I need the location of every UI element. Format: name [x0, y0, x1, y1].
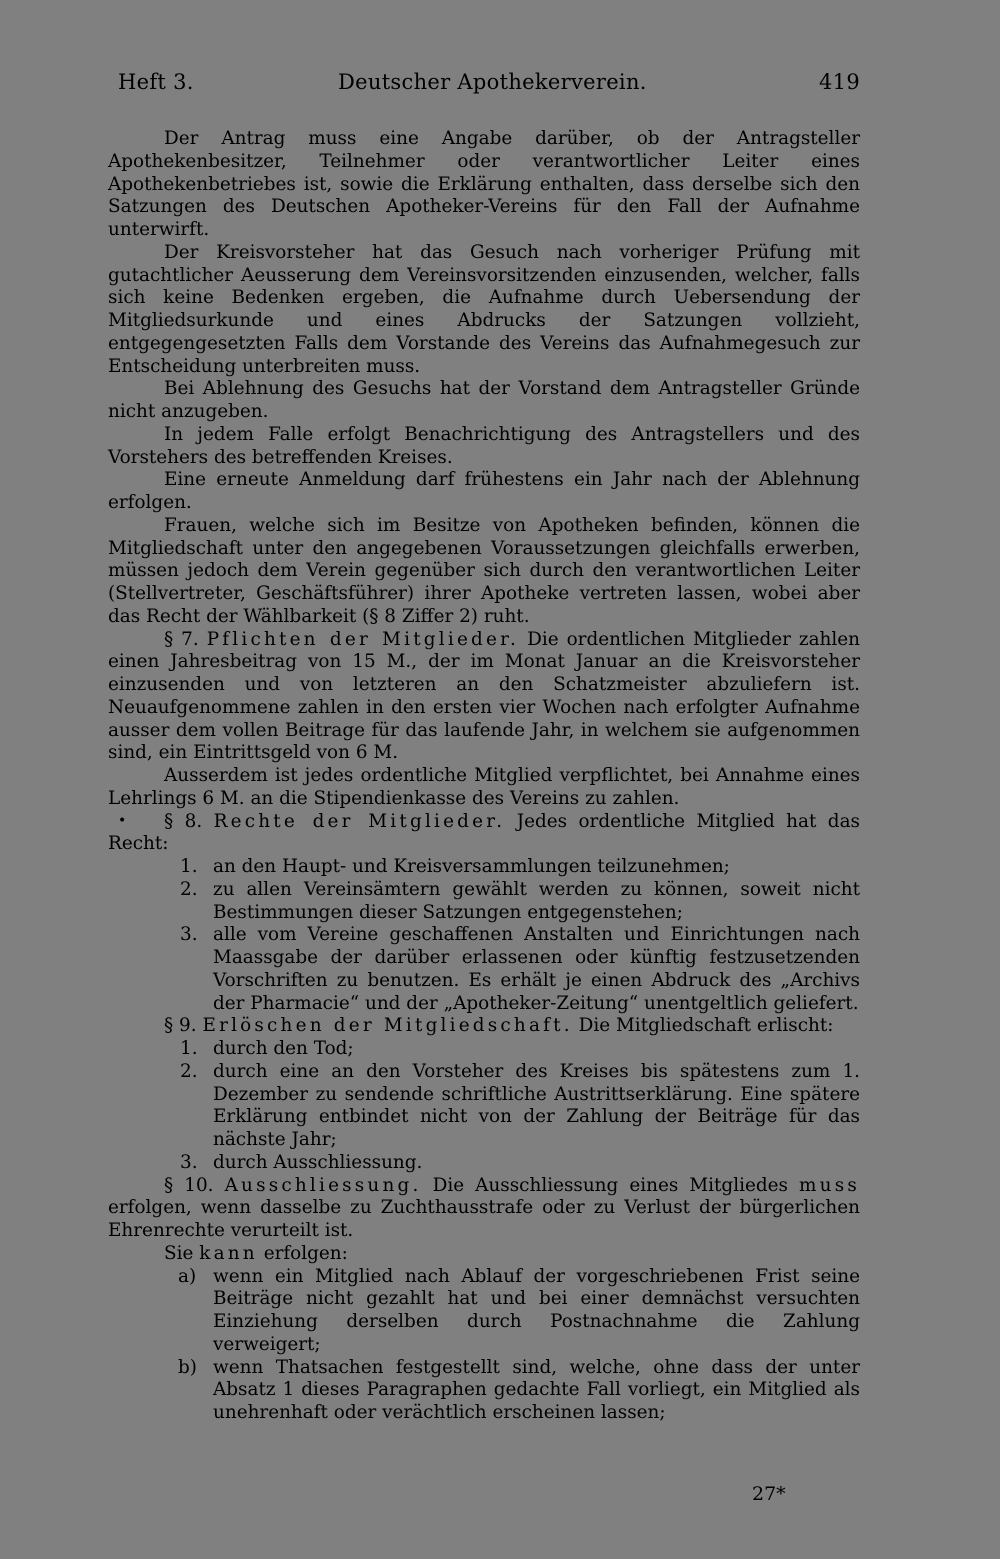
- section-10: [108, 1175, 860, 1243]
- item-number: 1.: [180, 856, 198, 877]
- paragraph: Der Kreisvorsteher hat das Gesuch nach vorheriger Prüfung mit gutachtlicher Aeusserung dem Vereinsvorsitzenden einzusenden, welcher, falls sich keine Bedenken ergeben, die Aufnahme durch Uebersendung der Mitgliedsurkunde und eines Abdrucks der Satzungen vollzieht, entgegengesetzten Falls dem Vorstande des Vereins das Aufnahmegesuch zur Entscheidung unterbreiten muss.: [108, 241, 860, 377]
- paragraph: Frauen, welche sich im Besitze von Apotheken befinden, können die Mitgliedschaft unter den angegebenen Voraussetzungen gleichfalls erwerben, müssen jedoch dem Verein gegenüber sich durch den verantwortlichen Leiter (Stellvertreter, Geschäftsführer) ihrer Apotheke vertreten lassen, wobei aber das Recht der Wählbarkeit (§ 8 Ziffer 2) ruht.: [108, 514, 860, 627]
- page-number: 419: [819, 70, 860, 94]
- section-text: Die Mitgliedschaft erlischt:: [578, 1015, 834, 1037]
- running-title: Deutscher Apothekerverein.: [338, 70, 647, 94]
- item-text: wenn ein Mitglied nach Ablauf der vorgeschriebenen Frist seine Beiträge nicht gezahlt hat und bei einer demnächst versuchten Einziehung derselben durch Postnachnahme die Zahlung verweigert;: [213, 1265, 860, 1355]
- document-body: [108, 128, 860, 1425]
- section-title: Pflichten der Mitglieder.: [206, 628, 520, 650]
- exclusion-list: [108, 1266, 860, 1425]
- list-item: [108, 1152, 860, 1175]
- item-letter: a): [178, 1265, 197, 1287]
- item-text: alle vom Vereine geschaffenen Anstalten und Einrichtungen nach Maassgabe der darüber erlassenen oder künftig festzusetzenden Vorschriften zu benutzen. Es erhält je einen Abdruck des „Archivs der Pharmacie“ und der „Apotheker-Zeitung“ unentgeltlich geliefert.: [213, 924, 860, 1014]
- paragraph: Ausserdem ist jedes ordentliche Mitglied verpflichtet, bei Annahme eines Lehrlings 6 M. an die Stipendienkasse des Vereins zu zahlen.: [108, 765, 860, 809]
- item-number: 1.: [180, 1038, 198, 1059]
- list-item: [108, 1061, 860, 1152]
- section-number: § 9.: [164, 1015, 197, 1037]
- section-9: [108, 1015, 860, 1038]
- paragraph: Der Antrag muss eine Angabe darüber, ob der Antragsteller Apothekenbesitzer, Teilnehmer oder verantwortlicher Leiter eines Apothekenbetriebes ist, sowie die Erklärung enthalten, dass derselbe sich den Satzungen des Deutschen Apotheker-Vereins für den Fall der Aufnahme unterwirft.: [108, 128, 860, 240]
- running-header: [118, 70, 860, 104]
- section-number: § 8.: [164, 810, 203, 832]
- item-text: zu allen Vereinsämtern gewählt werden zu können, soweit nicht Bestimmungen dieser Satzungen entgegenstehen;: [213, 878, 860, 923]
- paragraph: Eine erneute Anmeldung darf frühestens ein Jahr nach der Ablehnung erfolgen.: [108, 469, 860, 513]
- paragraph-text: erfolgen:: [263, 1242, 348, 1264]
- paragraph: [108, 1243, 860, 1266]
- item-letter: b): [178, 1356, 197, 1378]
- section-title: Rechte der Mitglieder.: [213, 810, 506, 832]
- section-8: [108, 811, 860, 857]
- item-number: 3.: [180, 924, 198, 946]
- issue-label: Heft 3.: [118, 70, 194, 94]
- item-number: 3.: [180, 1151, 198, 1173]
- list-item: [108, 924, 860, 1015]
- list-item: [108, 1266, 860, 1357]
- item-text: wenn Thatsachen festgestellt sind, welche, ohne dass der unter Absatz 1 dieses Paragraphen gedachte Fall vorliegt, ein Mitglied als unehrenhaft oder verächtlich erscheinen lassen;: [213, 1356, 860, 1423]
- signature-mark: 27*: [752, 1483, 786, 1505]
- section-text: Die Ausschliessung eines Mitgliedes: [432, 1174, 788, 1196]
- item-number: 2.: [180, 1060, 198, 1082]
- section-text: erfolgen, wenn dasselbe zu Zuchthausstrafe oder zu Verlust der bürgerlichen Ehrenrechte verurteilt ist.: [108, 1197, 860, 1241]
- paragraph: Bei Ablehnung des Gesuchs hat der Vorstand dem Antragsteller Gründe nicht anzugeben.: [108, 378, 860, 422]
- section-title: Erlöschen der Mitgliedschaft.: [202, 1015, 573, 1037]
- margin-mark: •: [118, 813, 127, 829]
- paragraph: In jedem Falle erfolgt Benachrichtigung des Antragstellers und des Vorstehers des betreffenden Kreises.: [108, 423, 860, 468]
- paragraph-text: Sie: [164, 1242, 194, 1264]
- emphasis-kann: kann: [199, 1242, 258, 1264]
- item-text: durch Ausschliessung.: [213, 1151, 423, 1173]
- list-item: [108, 879, 860, 925]
- item-text: durch den Tod;: [213, 1038, 354, 1059]
- emphasis-muss: muss: [799, 1174, 860, 1196]
- list-item: [108, 1038, 860, 1061]
- list-item: [108, 1357, 860, 1425]
- rights-list: [108, 856, 860, 1015]
- section-number: § 10.: [164, 1174, 214, 1196]
- section-title: Ausschliessung.: [224, 1174, 422, 1196]
- item-text: durch eine an den Vorsteher des Kreises bis spätestens zum 1. Dezember zu sendende schriftliche Austrittserklärung. Eine spätere Erklärung entbindet nicht von der Zahlung der Beiträge für das nächste Jahr;: [213, 1060, 860, 1150]
- list-item: [108, 856, 860, 879]
- item-text: an den Haupt- und Kreisversammlungen teilzunehmen;: [213, 856, 730, 877]
- section-text: Jedes ordentliche Mitglied hat das Recht:: [108, 810, 860, 855]
- section-number: § 7.: [164, 628, 199, 650]
- section-7: [108, 629, 860, 766]
- section-text: Die ordentlichen Mitglieder zahlen einen Jahresbeitrag von 15 M., der im Monat Januar an die Kreisvorsteher einzusenden und von letzteren an den Schatzmeister abzuliefern ist. Neuaufgenommene zahlen in den ersten vier Wochen nach erfolgter Aufnahme ausser dem vollen Beitrage für das laufende Jahr, in welchem sie aufgenommen sind, ein Eintrittsgeld von 6 M.: [108, 628, 860, 764]
- item-number: 2.: [180, 878, 198, 900]
- termination-list: [108, 1038, 860, 1175]
